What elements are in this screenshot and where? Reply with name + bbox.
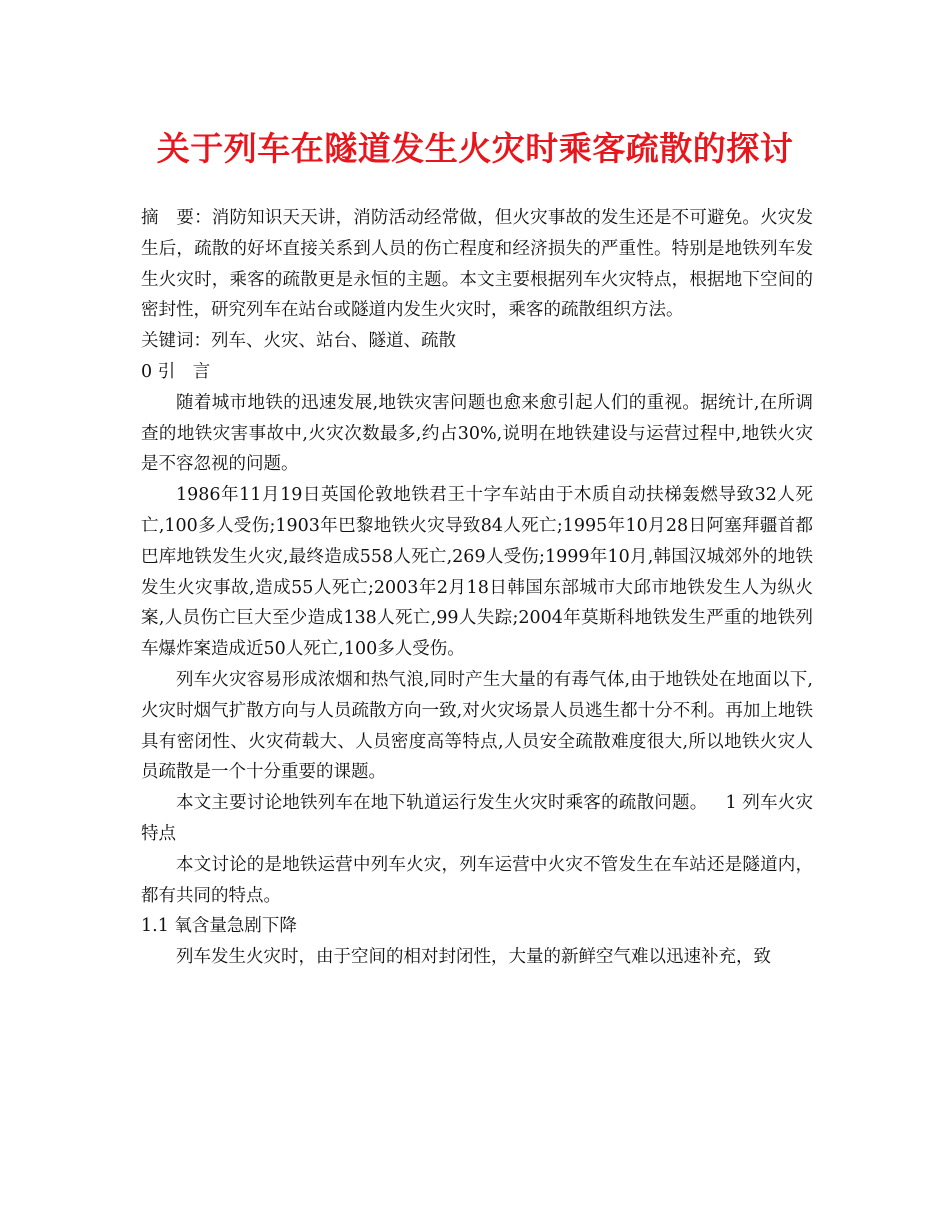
document-body (141, 203, 813, 973)
section-heading-oxygen-decline: 1.1 氧含量急剧下降 (141, 916, 297, 937)
body-paragraph-2: 1986年11月19日英国伦敦地铁君王十字车站由于木质自动扶梯轰燃导致32人死亡,100多人受伤;1903年巴黎地铁火灾导致84人死亡;1995年10月28日阿塞拜疆首都巴库地铁发生火灾,最终造成558人死亡,269人受伤;1999年10月,韩国汉城郊外的地铁发生火灾事故,造成55人死亡;2003年2月18日韩国东部城市大邱市地铁发生人为纵火案,人员伤亡巨大至少造成138人死亡,99人失踪;2004年莫斯科地铁发生严重的地铁列车爆炸案造成近50人死亡,100多人受伤。 (141, 485, 813, 660)
section-heading-introduction: 0 引 言 (141, 361, 211, 382)
document-title: 关于列车在隧道发生火灾时乘客疏散的探讨 (156, 129, 794, 168)
body-paragraph-1: 随着城市地铁的迅速发展,地铁灾害问题也愈来愈引起人们的重视。据统计,在所调查的地铁灾害事故中,火灾次数最多,约占30%,说明在地铁建设与运营过程中,地铁火灾是不容忽视的问题。 (141, 392, 813, 475)
body-paragraph-3: 列车火灾容易形成浓烟和热气浪,同时产生大量的有毒气体,由于地铁处在地面以下,火灾时烟气扩散方向与人员疏散方向一致,对火灾场景人员逃生都十分不利。再加上地铁具有密闭性、火灾荷载大、人员密度高等特点,人员安全疏散难度很大,所以地铁火灾人员疏散是一个十分重要的课题。 (141, 669, 813, 783)
section-heading-fire-characteristics: 1 列车火灾特点 (141, 793, 813, 844)
body-paragraph-4 (141, 788, 813, 850)
body-paragraph-4-text: 本文主要讨论地铁列车在地下轨道运行发生火灾时乘客的疏散问题。 (176, 793, 708, 814)
body-paragraph-6: 列车发生火灾时，由于空间的相对封闭性，大量的新鲜空气难以迅速补充，致 (176, 947, 771, 968)
abstract-paragraph: 摘 要：消防知识天天讲，消防活动经常做，但火灾事故的发生还是不可避免。火灾发生后，疏散的好坏直接关系到人员的伤亡程度和经济损失的严重性。特别是地铁列车发生火灾时，乘客的疏散更是永恒的主题。本文主要根据列车火灾特点，根据地下空间的密封性，研究列车在站台或隧道内发生火灾时，乘客的疏散组织方法。 (141, 208, 813, 321)
body-paragraph-5: 本文讨论的是地铁运营中列车火灾，列车运营中火灾不管发生在车站还是隧道内，都有共同的特点。 (141, 854, 813, 906)
keywords-line: 关键词：列车、火灾、站台、隧道、疏散 (141, 331, 456, 352)
